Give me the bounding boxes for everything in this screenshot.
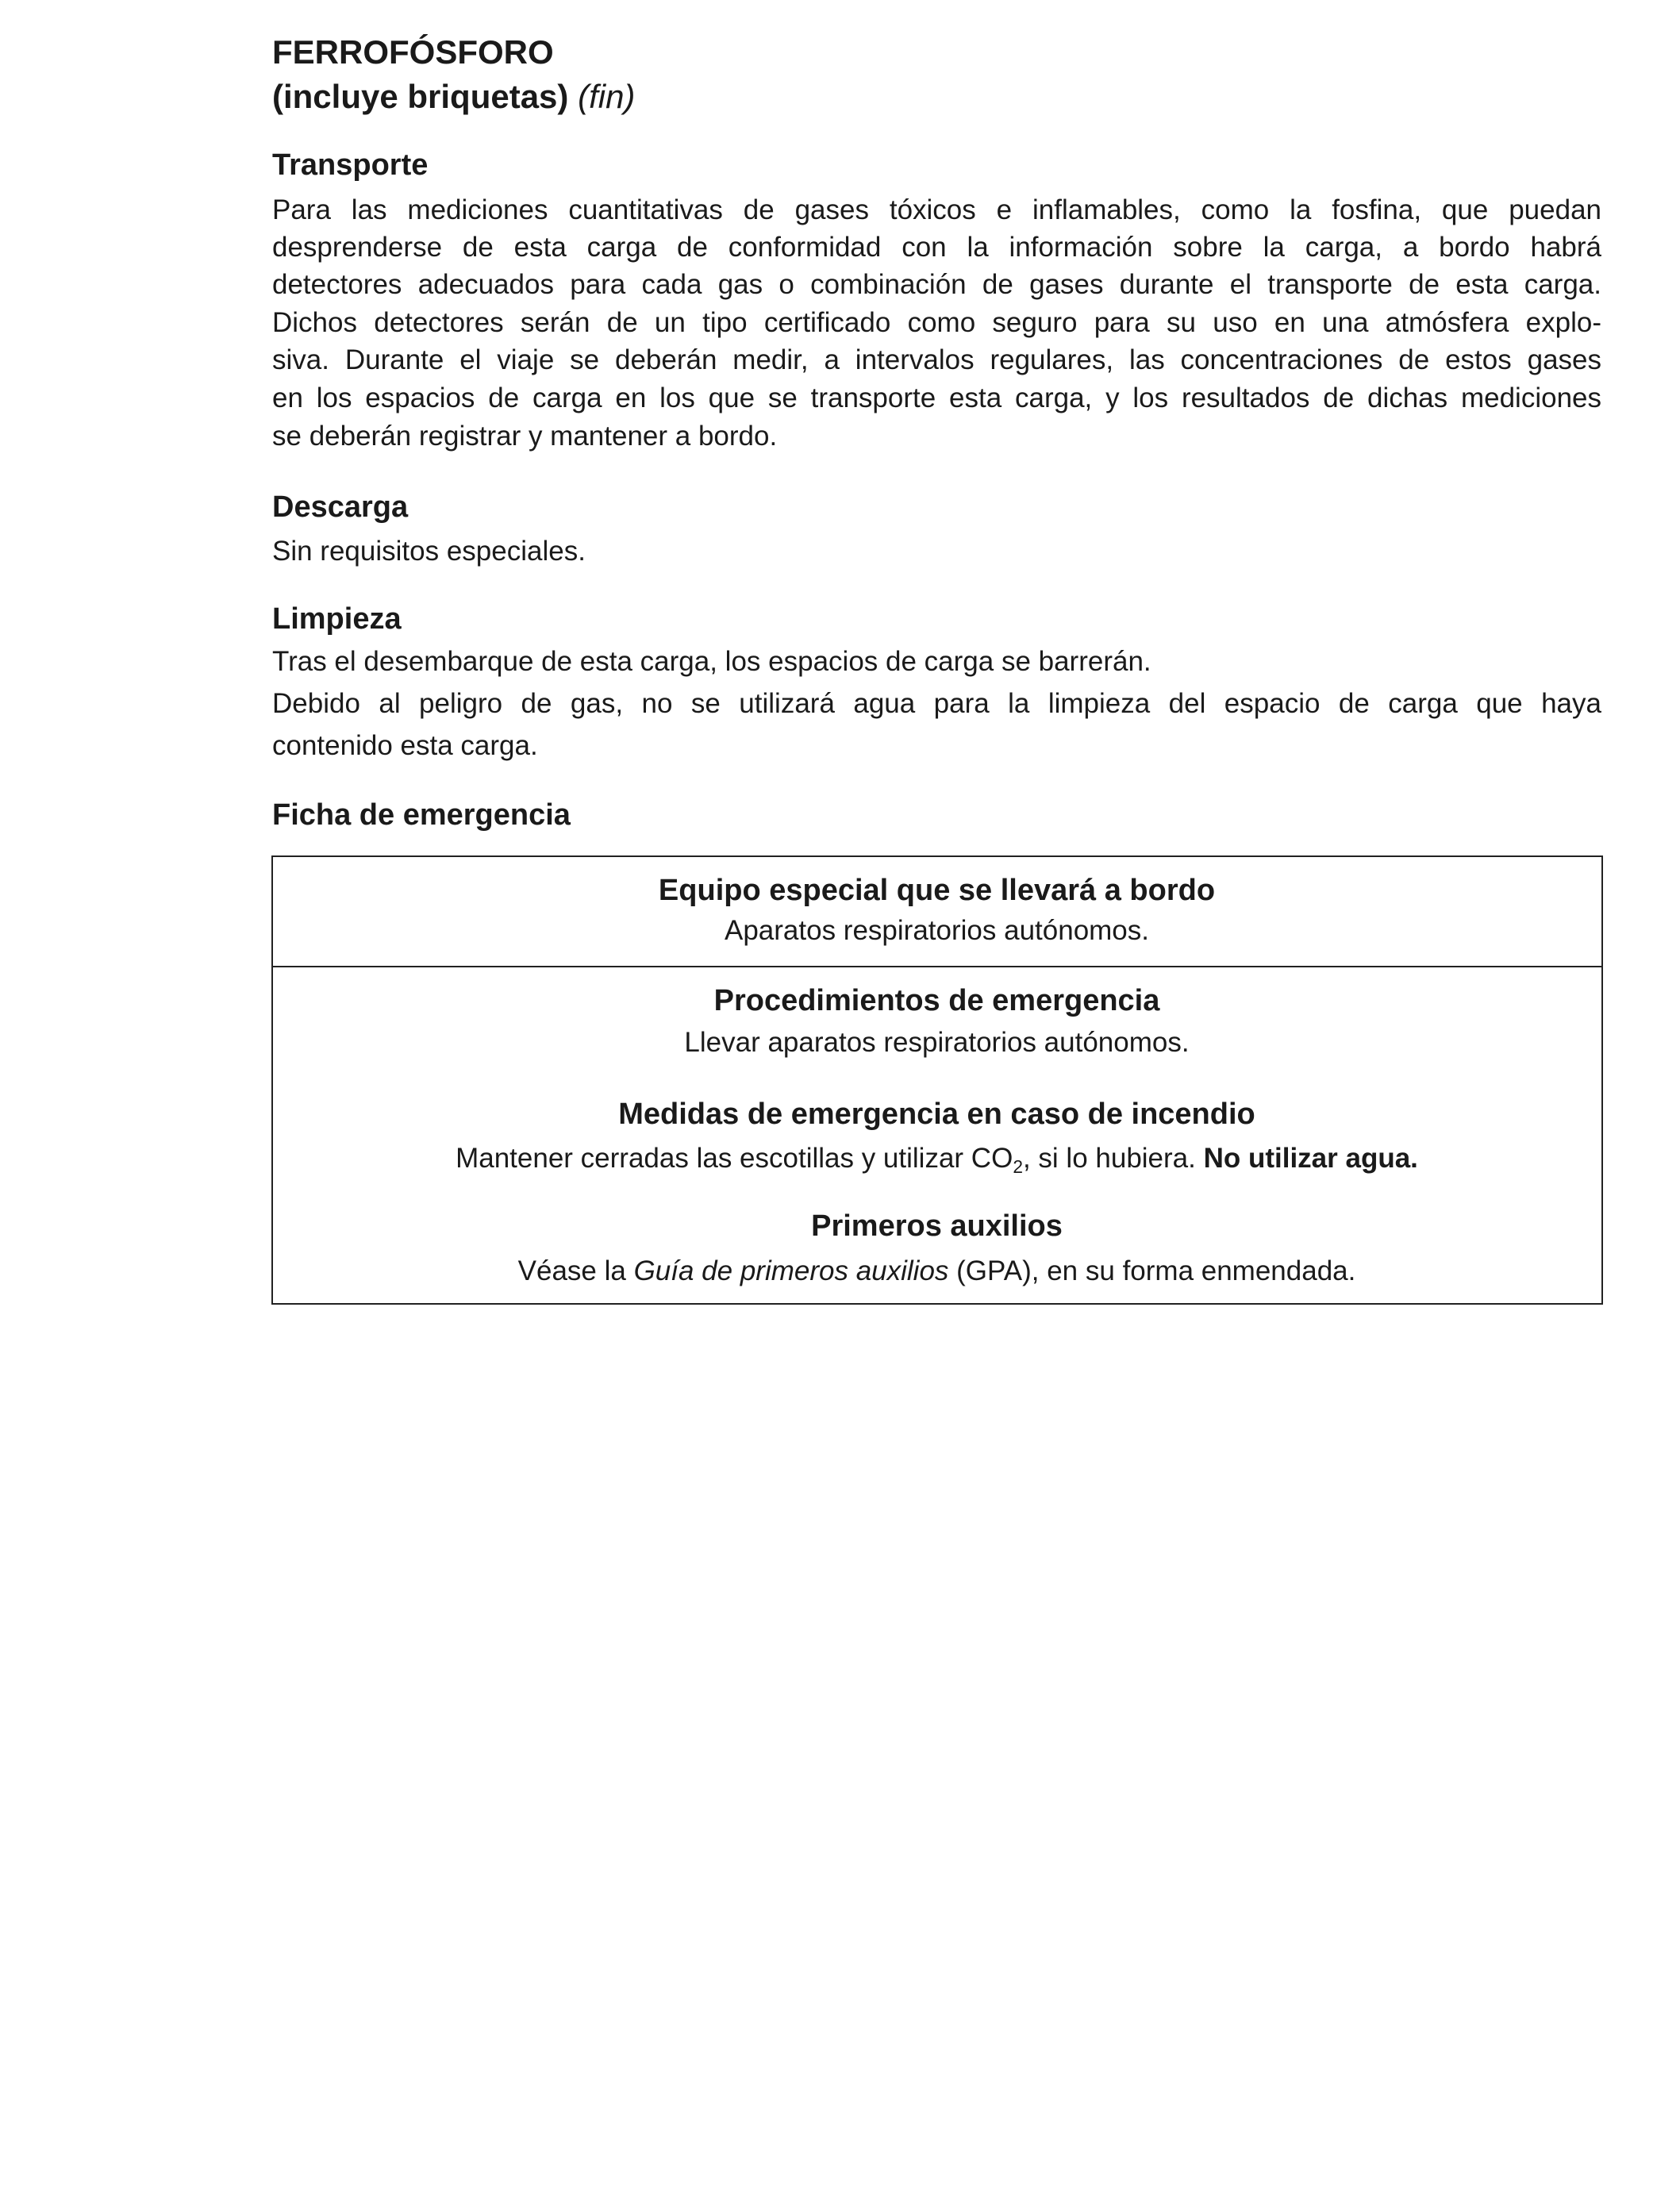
transporte-line: Dichos detectores serán de un tipo certificado como seguro para su uso en una atmósfera explo- bbox=[272, 307, 1601, 338]
transporte-line: detectores adecuados para cada gas o combinación de gases durante el transporte de esta carga. bbox=[272, 269, 1601, 300]
subtitle-suffix: (fin) bbox=[578, 78, 636, 115]
procedimientos-heading: Procedimientos de emergencia bbox=[713, 984, 1160, 1017]
auxilios-text-a: Véase la bbox=[517, 1255, 634, 1286]
incendio-text-a: Mantener cerradas las escotillas y utilizar CO bbox=[456, 1143, 1013, 1174]
incendio-text bbox=[272, 1140, 1601, 1178]
document-subtitle bbox=[272, 78, 1601, 116]
transporte-line: se deberán registrar y mantener a bordo. bbox=[272, 421, 778, 452]
incendio-text-b: , si lo hubiera. bbox=[1022, 1143, 1204, 1174]
incendio-heading: Medidas de emergencia en caso de incendio bbox=[618, 1098, 1255, 1131]
auxilios-text bbox=[272, 1252, 1601, 1290]
subtitle-text: (incluye briquetas) bbox=[272, 78, 569, 115]
table-divider bbox=[271, 966, 1601, 967]
limpieza-line: Debido al peligro de gas, no se utilizará agua para la limpieza del espacio de carga que haya bbox=[272, 688, 1601, 719]
auxilios-guide-title: Guía de primeros auxilios bbox=[633, 1255, 949, 1286]
equipo-text: Aparatos respiratorios autónomos. bbox=[725, 915, 1149, 946]
transporte-line: siva. Durante el viaje se deberán medir, a intervalos regulares, las concentraciones de estos gases bbox=[272, 344, 1601, 375]
document-title: FERROFÓSFORO bbox=[272, 33, 554, 71]
heading-descarga: Descarga bbox=[272, 490, 409, 524]
descarga-text: Sin requisitos especiales. bbox=[272, 536, 586, 567]
transporte-line: desprenderse de esta carga de conformidad con la información sobre la carga, a bordo habrá bbox=[272, 232, 1601, 263]
transporte-line: Para las mediciones cuantitativas de gases tóxicos e inflamables, como la fosfina, que puedan bbox=[272, 194, 1601, 225]
auxilios-heading: Primeros auxilios bbox=[811, 1209, 1063, 1243]
auxilios-text-b: (GPA), en su forma enmendada. bbox=[948, 1255, 1356, 1286]
incendio-warning: No utilizar agua. bbox=[1203, 1143, 1418, 1174]
procedimientos-text: Llevar aparatos respiratorios autónomos. bbox=[684, 1027, 1190, 1058]
limpieza-line: contenido esta carga. bbox=[272, 730, 538, 761]
limpieza-line: Tras el desembarque de esta carga, los espacios de carga se barrerán. bbox=[272, 646, 1151, 677]
heading-limpieza: Limpieza bbox=[272, 602, 402, 636]
heading-transporte: Transporte bbox=[272, 148, 429, 182]
equipo-heading: Equipo especial que se llevará a bordo bbox=[658, 874, 1216, 907]
incendio-subscript: 2 bbox=[1013, 1155, 1023, 1177]
heading-ficha-emergencia: Ficha de emergencia bbox=[272, 798, 571, 832]
transporte-line: en los espacios de carga en los que se transporte esta carga, y los resultados de dichas mediciones bbox=[272, 383, 1601, 413]
